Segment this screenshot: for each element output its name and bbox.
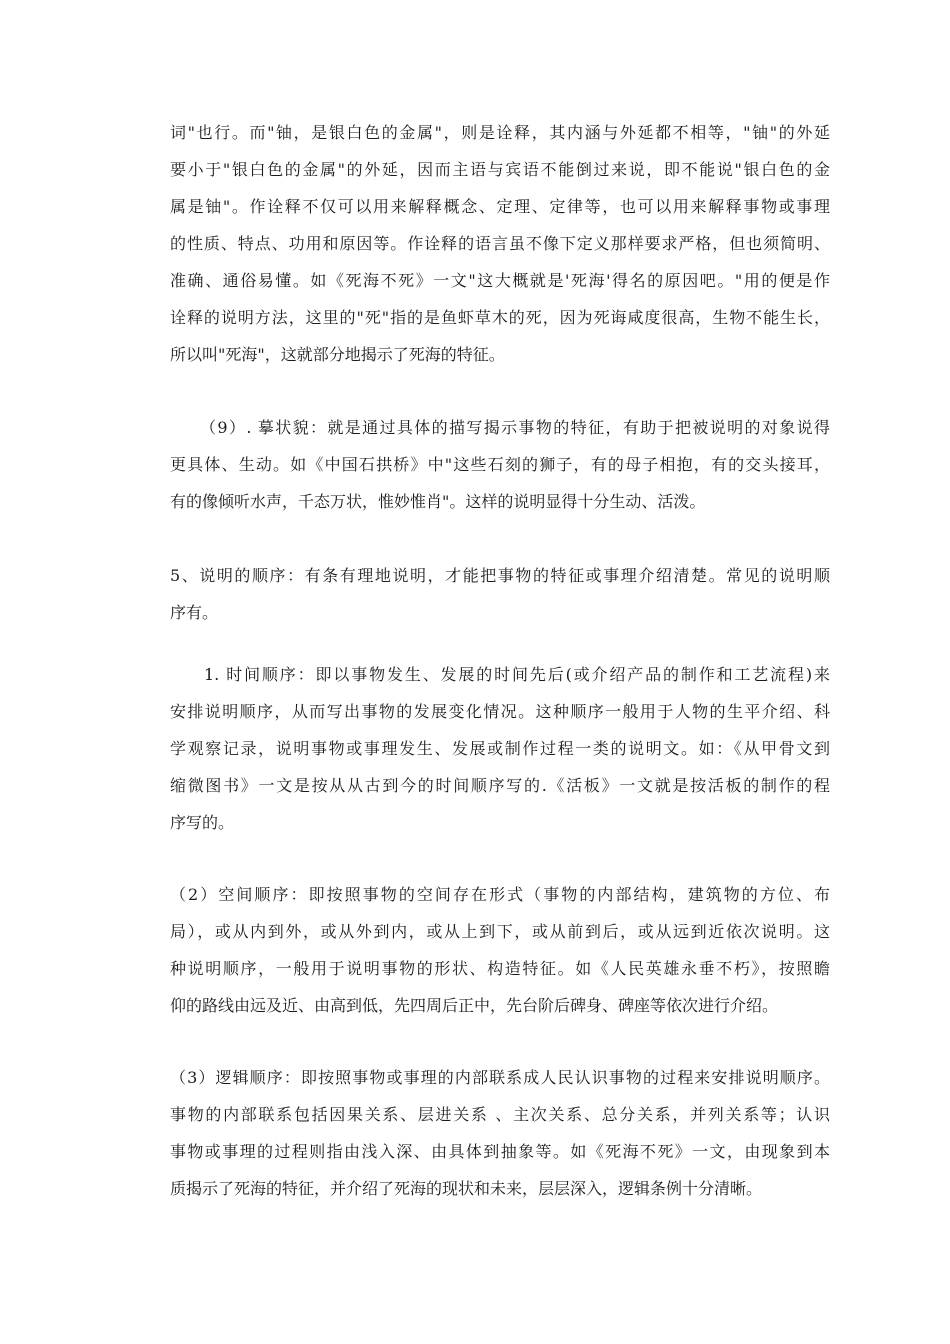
text-line: 属是铀"。作诠释不仅可以用来解释概念、定理、定律等，也可以用来解释事物或事理: [170, 197, 830, 216]
text-line: 仰的路线由远及近、由高到低，先四周后正中，先台阶后碑身、碑座等依次进行介绍。: [170, 996, 779, 1015]
text-line: 所以叫"死海"，这就部分地揭示了死海的特征。: [170, 345, 505, 364]
text-line: （2）空间顺序：即按照事物的空间存在形式（事物的内部结构，建筑物的方位、布: [170, 885, 830, 904]
text-line: 事物或事理的过程则指由浅入深、由具体到抽象等。如《死海不死》一文，由现象到本: [170, 1142, 830, 1161]
paragraph-time-order: [170, 656, 830, 841]
text-line: 1. 时间顺序：即以事物发生、发展的时间先后(或介绍产品的制作和工艺流程)来: [204, 665, 830, 684]
text-line: 缩微图书》一文是按从从古到今的时间顺序写的.《活板》一文就是按活板的制作的程: [170, 776, 830, 795]
text-line: 安排说明顺序，从而写出事物的发展变化情况。这种顺序一般用于人物的生平介绍、科: [170, 702, 830, 721]
text-line: 事物的内部联系包括因果关系、层进关系 、主次关系、总分关系，并列关系等；认识: [170, 1105, 830, 1124]
paragraph-space-order: [170, 876, 830, 1024]
text-line: 要小于"银白色的金属"的外延，因而主语与宾语不能倒过来说，即不能说"银白色的金: [170, 160, 830, 179]
text-line: 的性质、特点、功用和原因等。作诠释的语言虽不像下定义那样要求严格，但也须简明、: [170, 234, 830, 253]
text-line: 5、说明的顺序：有条有理地说明，才能把事物的特征或事理介绍清楚。常见的说明顺: [170, 566, 830, 585]
text-line: 更具体、生动。如《中国石拱桥》中"这些石刻的狮子，有的母子相抱，有的交头接耳，: [170, 455, 830, 474]
text-line: 有的像倾听水声，千态万状，惟妙惟肖"。这样的说明显得十分生动、活泼。: [170, 492, 706, 511]
text-line: 准确、通俗易懂。如《死海不死》一文"这大概就是'死海'得名的原因吧。"用的便是作: [170, 271, 830, 290]
text-line: 序有。: [170, 603, 219, 622]
text-line: 质揭示了死海的特征，并介绍了死海的现状和未来，层层深入，逻辑条例十分清晰。: [170, 1179, 763, 1198]
text-line: 诠释的说明方法，这里的"死"指的是鱼虾草木的死，因为死诲咸度很高，生物不能生长，: [170, 308, 830, 327]
text-line: 种说明顺序，一般用于说明事物的形状、构造特征。如《人民英雄永垂不朽》，按照瞻: [170, 959, 830, 978]
text-line: 序写的。: [170, 813, 235, 832]
text-line: （3）逻辑顺序：即按照事物或事理的内部联系成人民认识事物的过程来安排说明顺序。: [170, 1068, 830, 1087]
paragraph-logic-order: [170, 1059, 830, 1207]
text-line: 词"也行。而"铀，是银白色的金属"，则是诠释，其内涵与外延都不相等，"铀"的外延: [170, 123, 830, 142]
paragraph-explanation-order: [170, 557, 830, 631]
paragraph-describing-appearance: [170, 409, 830, 520]
text-line: 局），或从内到外，或从外到内，或从上到下，或从前到后，或从远到近依次说明。这: [170, 922, 830, 941]
paragraph-explanation-continued: [170, 114, 830, 373]
text-line: （9）. 摹状貌：就是通过具体的描写揭示事物的特征，有助于把被说明的对象说得: [200, 418, 830, 437]
text-line: 学观察记录，说明事物或事理发生、发展或制作过程一类的说明文。如：《从甲骨文到: [170, 739, 830, 758]
